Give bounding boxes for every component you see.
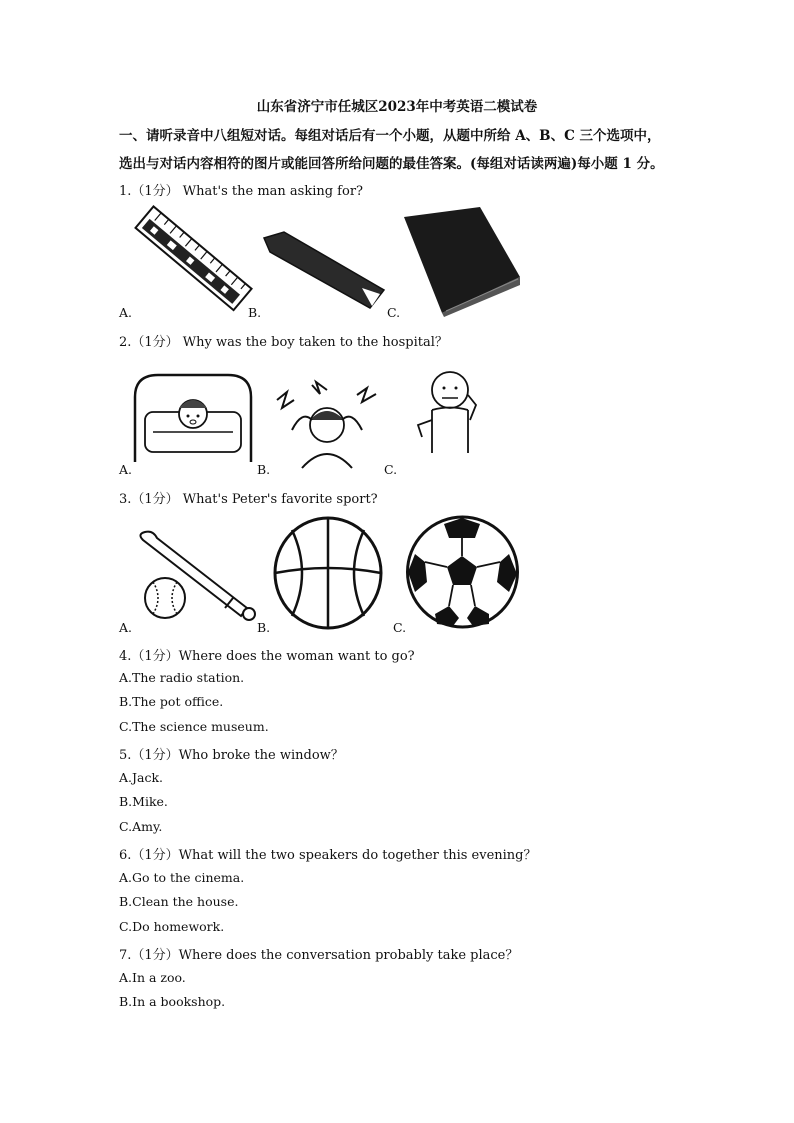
toothache-image xyxy=(410,365,490,457)
page-title: 山东省济宁市任城区2023年中考英语二模试卷 xyxy=(256,99,538,115)
ruler-image xyxy=(135,205,250,310)
option-label-3a: A. xyxy=(119,620,133,635)
option-5b: B.Mike. xyxy=(119,794,168,809)
option-label-2a: A. xyxy=(119,462,133,477)
option-6b: B.Clean the house. xyxy=(119,894,239,909)
baseball-bat-image xyxy=(135,530,257,625)
option-label-1c: C. xyxy=(387,305,401,320)
eraser-image xyxy=(262,230,387,310)
question-6: 6.（1分）What will the two speakers do together this evening？ xyxy=(119,848,537,863)
option-label-2b: B. xyxy=(257,462,271,477)
soccer-ball-image xyxy=(405,514,520,630)
option-4b: B.The pot office. xyxy=(119,694,224,709)
question-4: 4.（1分）Where does the woman want to go? xyxy=(119,649,415,664)
question-3: 3.（1分） What's Peter's favorite sport? xyxy=(119,492,378,507)
option-4c: C.The science museum. xyxy=(119,719,269,734)
headache-image xyxy=(272,380,382,470)
fever-in-bed-image xyxy=(133,372,253,464)
section-instructions-line-2: 选出与对话内容相符的图片或能回答所给问题的最佳答案。(每组对话读两遍)每小题 1 分。 xyxy=(119,156,664,172)
option-6c: C.Do homework. xyxy=(119,919,225,934)
option-6a: A.Go to the cinema. xyxy=(119,870,245,885)
question-5: 5.（1分）Who broke the window？ xyxy=(119,748,344,763)
question-2: 2.（1分） Why was the boy taken to the hospital？ xyxy=(119,335,448,350)
option-label-1b: B. xyxy=(248,305,262,320)
option-label-1a: A. xyxy=(119,305,133,320)
book-image xyxy=(402,207,522,317)
option-5a: A.Jack. xyxy=(119,770,164,785)
option-4a: A.The radio station. xyxy=(119,670,245,685)
question-1: 1.（1分） What's the man asking for? xyxy=(119,184,364,199)
option-5c: C.Amy. xyxy=(119,819,163,834)
option-7b: B.In a bookshop. xyxy=(119,994,226,1009)
option-7a: A.In a zoo. xyxy=(119,970,186,985)
section-instructions-line-1: 一、请听录音中八组短对话。每组对话后有一个小题，从题中所给 A、B、C 三个选项中， xyxy=(119,128,661,144)
option-label-3b: B. xyxy=(257,620,271,635)
option-label-3c: C. xyxy=(393,620,407,635)
option-label-2c: C. xyxy=(384,462,398,477)
question-7: 7.（1分）Where does the conversation probably take place？ xyxy=(119,948,519,963)
basketball-image xyxy=(272,515,384,631)
